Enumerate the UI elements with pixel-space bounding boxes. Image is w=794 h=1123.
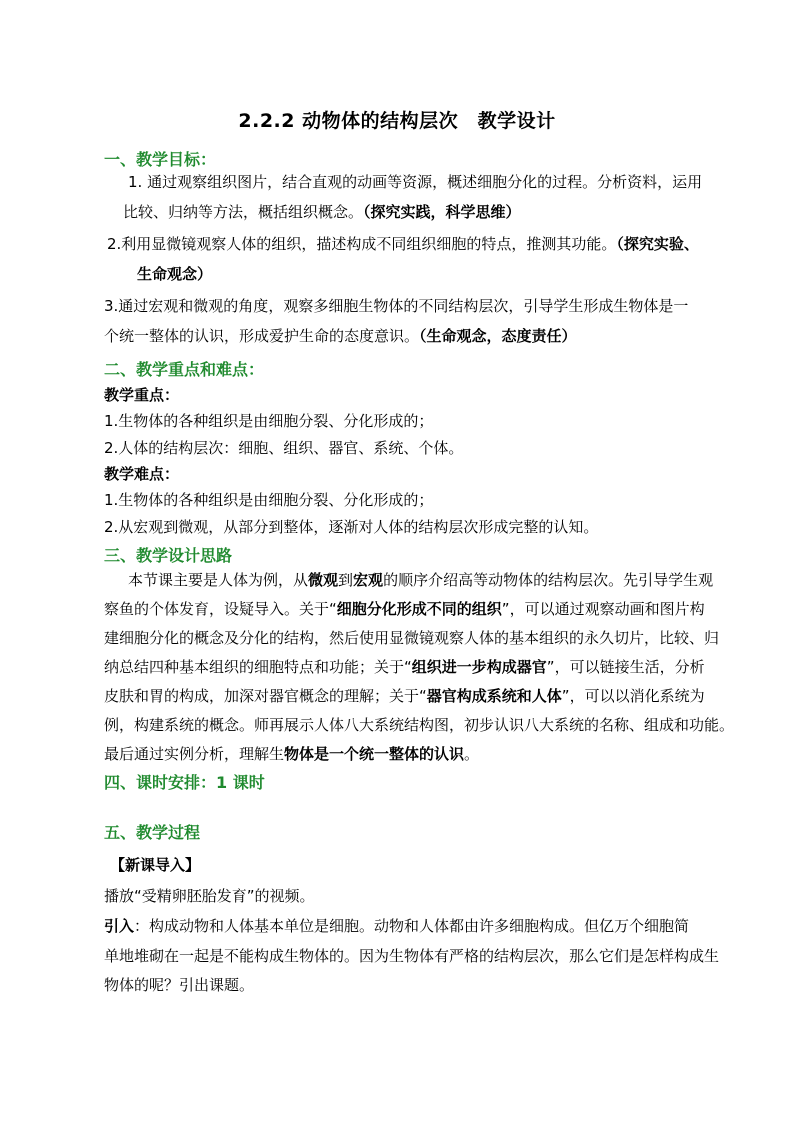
text-run-bold: 引入 <box>104 917 135 935</box>
design-paragraph-line-3: 建细胞分化的概念及分化的结构，然后使用显微镜观察人体的基本组织的永久切片，比较、归 <box>104 629 720 647</box>
text-run-bold: 器官构成系统和人体 <box>426 687 562 705</box>
text-run: 本节课主要是人体为例，从 <box>128 571 309 589</box>
section-heading-schedule: 四、课时安排：1 课时 <box>104 773 265 792</box>
difficulties-label: 教学难点： <box>104 465 180 483</box>
text-run-bold: 细胞分化形成不同的组织 <box>336 600 502 618</box>
text-run: ”，可以链接生活，分析 <box>546 658 705 676</box>
objective-2-line-1 <box>107 234 699 254</box>
text-run: ”，可以通过观察动画和图片构 <box>501 600 705 618</box>
process-line-4: 物体的呢？引出课题。 <box>104 976 255 994</box>
design-paragraph-line-4 <box>104 657 705 677</box>
text-run: ”，可以以消化系统为 <box>561 687 705 705</box>
design-paragraph-line-1 <box>128 570 713 590</box>
objective-1-text: 比较、归纳等方法，概括组织概念。 <box>123 203 364 221</box>
text-run-bold: 宏观 <box>353 571 384 589</box>
text-run-bold: 组织进一步构成器官 <box>411 658 547 676</box>
design-paragraph-line-2 <box>104 599 705 619</box>
design-paragraph-line-5 <box>104 686 705 706</box>
section-heading-teaching-process: 五、教学过程 <box>104 823 201 842</box>
design-paragraph-line-6: 例，构建系统的概念。师再展示人体八大系统结构图，初步认识八大系统的名称、组成和功能。 <box>104 716 735 734</box>
new-lesson-intro-heading: 【新课导入】 <box>110 856 201 874</box>
document-title: 2.2.2 动物体的结构层次 教学设计 <box>238 110 556 132</box>
objective-2-tags: （探究实验、 <box>616 235 699 253</box>
key-point-2: 2.人体的结构层次：细胞、组织、器官、系统、个体。 <box>104 439 464 457</box>
process-line-3: 单地堆砌在一起是不能构成生物体的。因为生物体有严格的结构层次，那么它们是怎样构成生 <box>104 947 720 965</box>
section-heading-objectives: 一、教学目标： <box>104 150 217 169</box>
difficulty-1: 1.生物体的各种组织是由细胞分裂、分化形成的； <box>104 491 434 509</box>
objective-3-text: 个统一整体的认识，形成爱护生命的态度意识。 <box>104 327 420 345</box>
key-points-label: 教学重点： <box>104 386 180 404</box>
text-run: 纳总结四种基本组织的细胞特点和功能；关于“ <box>104 658 412 676</box>
difficulty-2: 2.从宏观到微观，从部分到整体，逐渐对人体的结构层次形成完整的认知。 <box>104 518 599 536</box>
text-run: ：构成动物和人体基本单位是细胞。动物和人体都由许多细胞构成。但亿万个细胞简 <box>134 917 690 935</box>
process-line-2 <box>104 916 689 936</box>
objective-3-tags: （生命观念，态度责任） <box>419 327 577 345</box>
key-point-1: 1.生物体的各种组织是由细胞分裂、分化形成的； <box>104 412 434 430</box>
objective-2-line-2: 生命观念） <box>137 265 213 283</box>
text-run: 察鱼的个体发育，设疑导入。关于“ <box>104 600 337 618</box>
objective-1-tags: （探究实践，科学思维） <box>363 203 521 221</box>
section-heading-key-points: 二、教学重点和难点： <box>104 360 265 379</box>
text-run: 。 <box>464 745 480 763</box>
text-run: 最后通过实例分析，理解生 <box>104 745 285 763</box>
text-run-bold: 物体是一个统一整体的认识 <box>284 745 465 763</box>
design-paragraph-line-7 <box>104 744 479 764</box>
process-line-1: 播放“受精卵胚胎发育”的视频。 <box>104 887 315 905</box>
text-run-bold: 微观 <box>308 571 339 589</box>
text-run: 的顺序介绍高等动物体的结构层次。先引导学生观 <box>383 571 714 589</box>
section-heading-design-approach: 三、教学设计思路 <box>104 546 233 565</box>
objective-1-line-2 <box>123 202 521 222</box>
text-run: 皮肤和胃的构成，加深对器官概念的理解；关于“ <box>104 687 427 705</box>
text-run: 到 <box>338 571 354 589</box>
objective-2-text: 2.利用显微镜观察人体的组织，描述构成不同组织细胞的特点，推测其功能。 <box>107 235 617 253</box>
objective-3-line-1: 3.通过宏观和微观的角度，观察多细胞生物体的不同结构层次，引导学生形成生物体是一 <box>104 297 689 315</box>
objective-3-line-2 <box>104 326 577 346</box>
objective-1-line-1: 1. 通过观察组织图片，结合直观的动画等资源，概述细胞分化的过程。分析资料，运用 <box>128 173 703 191</box>
